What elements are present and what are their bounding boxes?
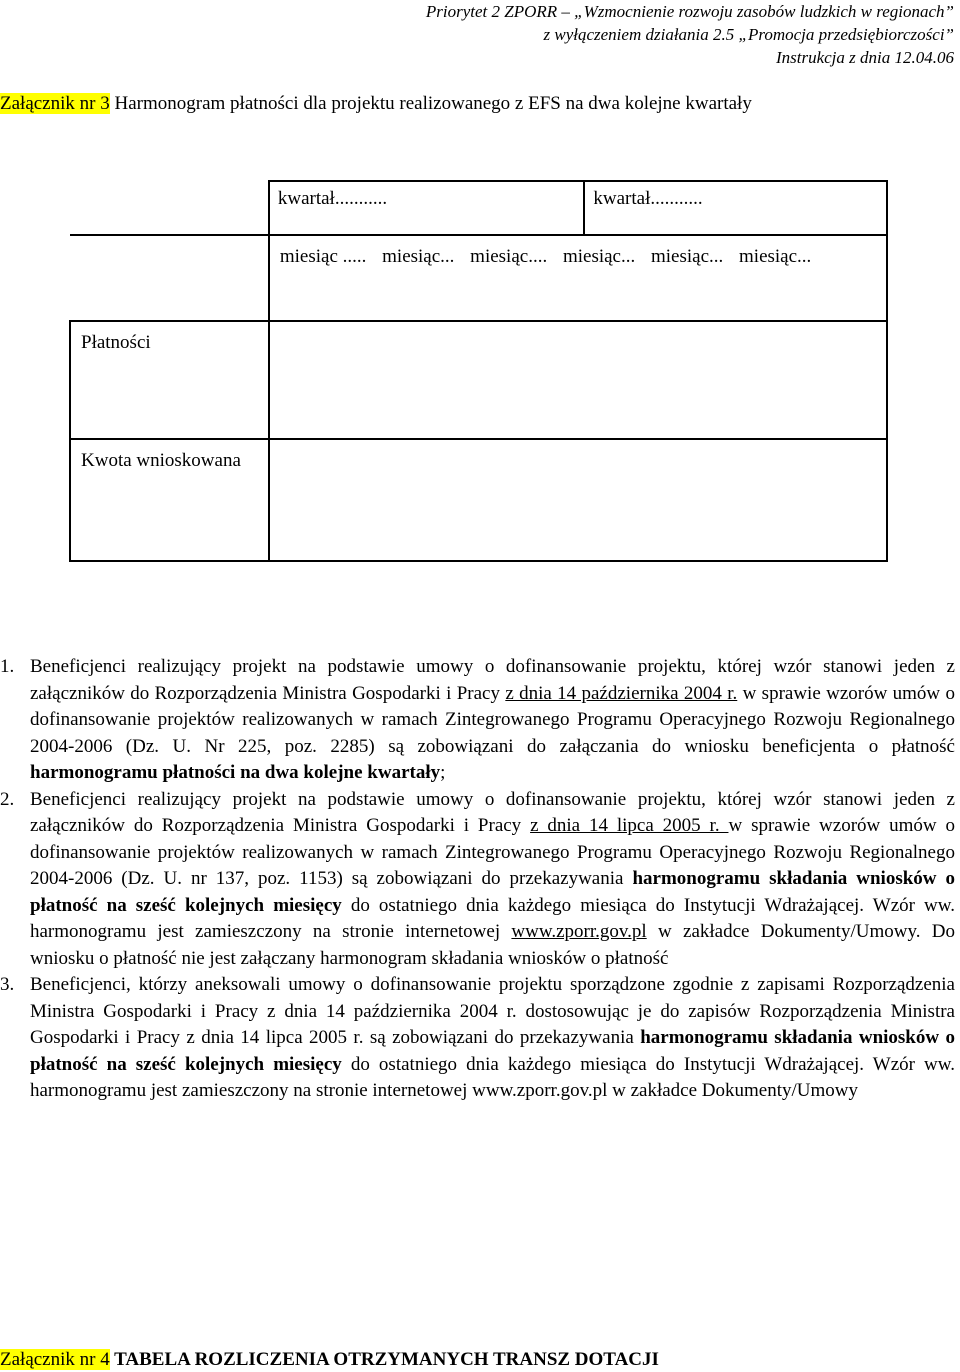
item-2-text-b: w sprawie wzorów umów o dofinansowanie projektów realizowanych w ramach Zintegrowanego Programu Operacyjnego Rozwoju Regionalnego 2004-2006 (Dz. U. nr 137, poz. 1153) są zobowiązani do przekazywania <box>30 815 956 889</box>
month-1: miesiąc ..... <box>279 246 367 267</box>
item-1-date: z dnia 14 października 2004 r. <box>505 682 738 704</box>
payment-schedule-table <box>69 180 888 562</box>
item-number: 2. <box>0 788 15 810</box>
quarter-1-header: kwartał........... <box>269 181 585 235</box>
header-line-3: Instrukcja z dnia 12.04.06 <box>775 48 954 67</box>
list-item <box>0 654 955 787</box>
annex-4-title <box>0 1348 659 1372</box>
list-item <box>0 787 955 973</box>
annex-4-label: Załącznik nr 4 <box>0 1349 110 1370</box>
payments-cell <box>269 321 887 439</box>
zporr-link[interactable]: www.zporr.gov.pl <box>511 921 647 942</box>
item-number: 1. <box>0 656 15 677</box>
month-4: miesiąc... <box>562 246 636 267</box>
annex-4-heading: TABELA ROZLICZENIA OTRZYMANYCH TRANSZ DOTACJI <box>109 1349 659 1370</box>
month-2: miesiąc... <box>382 246 455 267</box>
item-3-text-b: do ostatniego dnia każdego miesiąca do Instytucji Wdrażającej. Wzór ww. harmonogramu jest zamieszczony na stronie internetowej www.zporr.gov.pl w zakładce Dokumenty/Umowy <box>30 1053 955 1101</box>
row-label-payments: Płatności <box>70 321 269 439</box>
month-5: miesiąc... <box>650 246 724 267</box>
header-line-2: z wyłączeniem działania 2.5 „Promocja przedsiębiorczości” <box>543 25 954 44</box>
item-text <box>30 787 955 973</box>
table-corner-cell <box>70 181 269 235</box>
item-2-date: z dnia 14 lipca 2005 r. <box>530 815 729 836</box>
row-label-requested-amount: Kwota wnioskowana <box>70 439 269 561</box>
header-line-1: Priorytet 2 ZPORR – „Wzmocnienie rozwoju zasobów ludzkich w regionach” <box>425 2 954 21</box>
month-6: miesiąc... <box>739 246 812 267</box>
item-1-bold: harmonogramu płatności na dwa kolejne kwartały <box>30 762 441 783</box>
annex-3-title <box>0 92 752 116</box>
month-3: miesiąc.... <box>470 246 548 267</box>
item-2-bold: harmonogramu składania wniosków o płatność na sześć kolejnych miesięcy <box>30 868 955 916</box>
annex-3-label: Załącznik nr 3 <box>0 93 110 114</box>
page-header <box>426 0 954 69</box>
list-item <box>0 972 955 1105</box>
item-2-text-d: w zakładce Dokumenty/Umowy. Do wniosku o płatność nie jest załączany harmonogram składania wniosków o płatność <box>30 921 955 969</box>
requested-amount-cell <box>269 439 887 561</box>
item-2-text-a: Beneficjenci realizujący projekt na podstawie umowy o dofinansowanie projektu, której wzór stanowi jeden z załączników do Rozporządzenia Ministra Gospodarki i Pracy <box>30 788 955 836</box>
item-2-text-c: do ostatniego dnia każdego miesiąca do Instytucji Wdrażającej. Wzór ww. harmonogramu jest zamieszczony na stronie internetowej <box>30 894 955 942</box>
item-text <box>30 654 955 787</box>
item-1-text-a: Beneficjenci realizujący projekt na podstawie umowy o dofinansowanie projektu, której wzór stanowi jeden z załączników do Rozporządzenia Ministra Gospodarki i Pracy <box>30 656 955 704</box>
annex-3-heading: Harmonogram płatności dla projektu realizowanego z EFS na dwa kolejne kwartały <box>109 93 752 114</box>
item-1-text-b: w sprawie wzorów umów o dofinansowanie projektów realizowanych w ramach Zintegrowanego Programu Operacyjnego Rozwoju Regionalnego 2004-2006 (Dz. U. Nr 225, poz. 2285) są zobowiązani do załączania do wniosku beneficjenta o płatność <box>30 682 955 757</box>
item-1-text-c: ; <box>440 762 446 783</box>
item-text <box>30 972 955 1105</box>
months-row <box>269 235 887 321</box>
item-3-bold: harmonogramu składania wniosków o płatność na sześć kolejnych miesięcy <box>30 1027 955 1075</box>
instructions-list <box>0 654 955 1105</box>
item-number: 3. <box>0 974 15 995</box>
item-3-text-a: Beneficjenci, którzy aneksowali umowy o dofinansowanie projektu sporządzone zgodnie z zapisami Rozporządzenia Ministra Gospodarki i Pracy z dnia 14 października 2004 r. dostosowując je do zapisów Rozporządzenia Ministra Gospodarki i Pracy z dnia 14 lipca 2005 r. są zobowiązani do przekazywania <box>30 974 955 1048</box>
months-label-cell <box>70 235 269 321</box>
quarter-2-header: kwartał........... <box>584 181 887 235</box>
